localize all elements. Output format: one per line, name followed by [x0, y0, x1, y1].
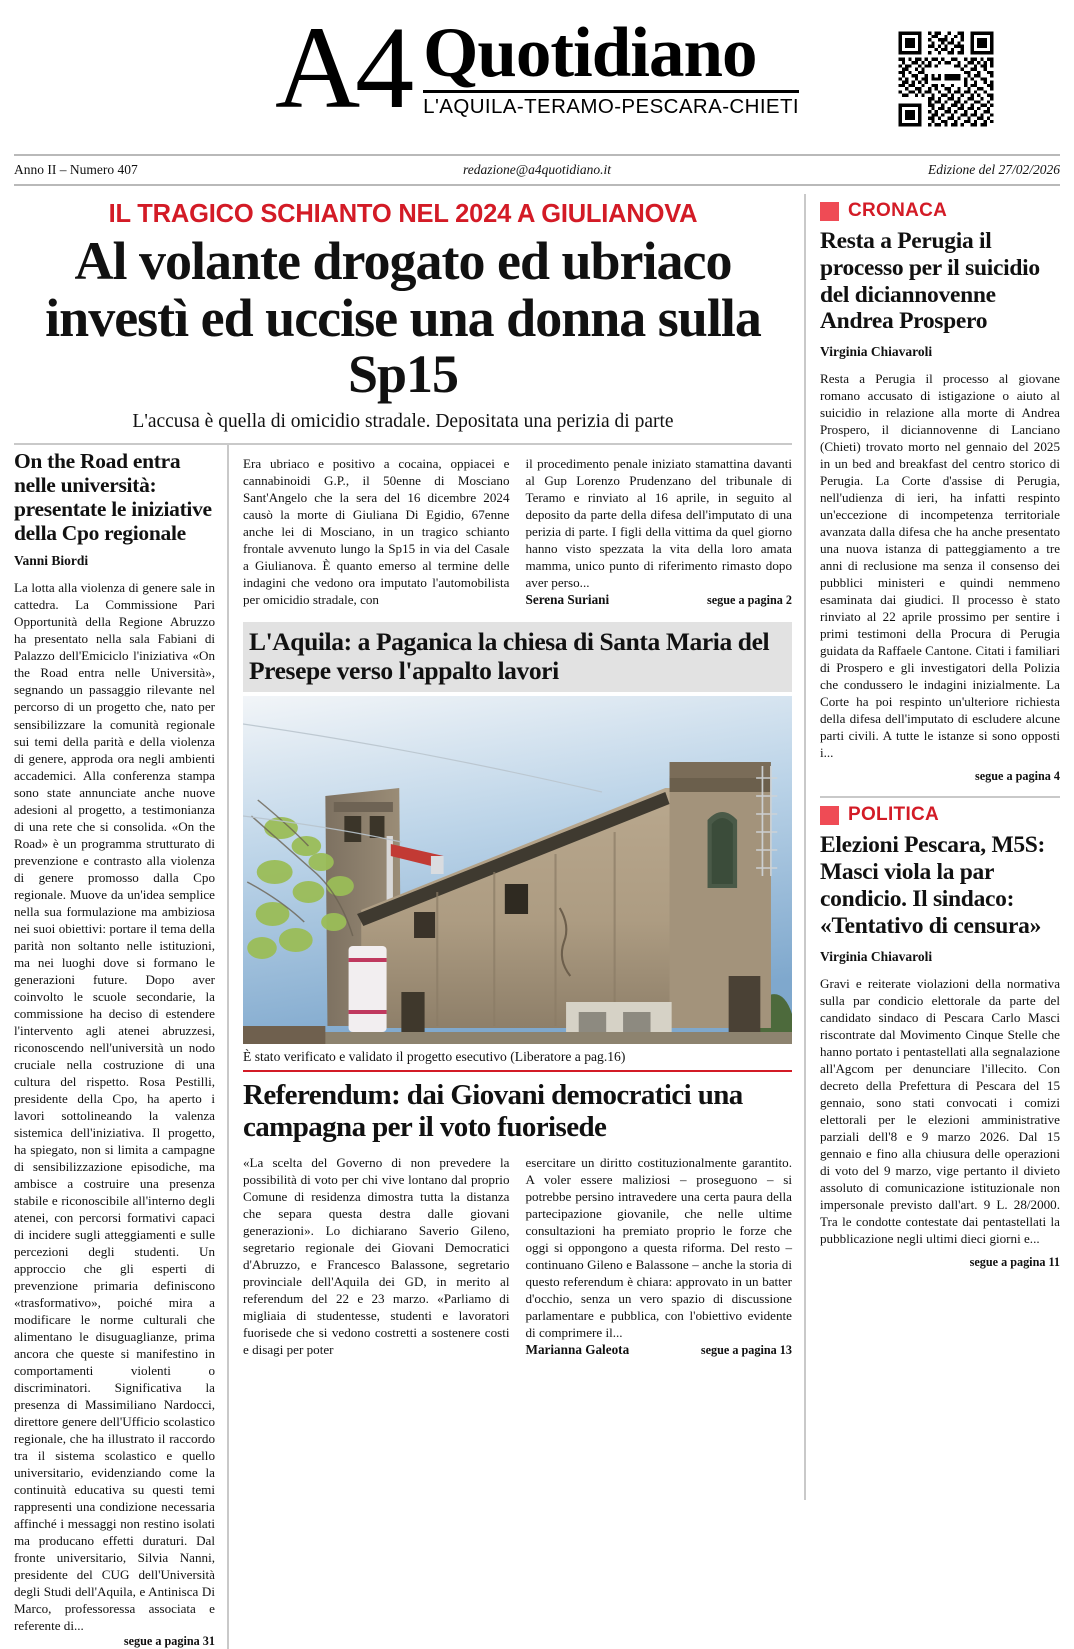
lead-body-column-1 — [243, 455, 510, 608]
photo-article[interactable] — [243, 622, 792, 1070]
sidebar-section-cronaca[interactable] — [820, 200, 1060, 784]
church-photo — [243, 696, 792, 1044]
section-square-icon — [820, 806, 839, 825]
newspaper-logo[interactable] — [274, 2, 800, 133]
referendum-headline[interactable]: Referendum: dai Giovani democratici una campagna per il voto fuorisede — [243, 1079, 743, 1144]
referendum-byline: Marianna Galeota — [525, 1342, 630, 1358]
lead-headline[interactable]: Al volante drogato ed ubriaco investì ed uccise una donna sulla Sp15 — [45, 231, 761, 405]
referendum-body-column-2 — [526, 1154, 793, 1358]
qr-code-icon[interactable] — [892, 25, 1000, 133]
sidebar-section-politica[interactable] — [820, 804, 1060, 1269]
lead-subhead: L'accusa è quella di omicidio stradale. Depositata una perizia di parte — [132, 411, 674, 433]
photo-article-headline[interactable]: L'Aquila: a Paganica la chiesa di Santa Maria del Presepe verso l'appalto lavori — [243, 622, 792, 692]
photo-caption: È stato verificato e validato il progetto esecutivo (Liberatore a pag.16) — [243, 1049, 626, 1065]
section-label-text: POLITICA — [848, 804, 940, 826]
referendum-segue[interactable]: segue a pagina 13 — [700, 1343, 792, 1358]
section-label-cronaca[interactable] — [820, 200, 1060, 222]
info-bar — [14, 154, 1060, 186]
logo-wordmark: Quotidiano — [423, 14, 757, 92]
politica-body: Gravi e reiterate violazioni della normativa sulla par condicio elettorale da parte del candidato sindaco di Pescara Carlo Masci riscontrate dal Movimento Cinque Stelle che hanno portato i pentastellati alla segnalazione all'Agcom per denunciare l'illecito. Con decreto della Prefettura di Pescara del 15 gennaio, sono stati convocati i comizi elettorali per le elezioni amministrative parziali dell'8 e 9 marzo 2026. Dal 15 gennaio e fino alla chiusura delle operazioni di voto del 9 marzo, vige pertanto il divieto assoluto di comunicazione istituzionale non impersonale previsto dall'art. 9 L. 28/2000. Tra le condotte contestate dai pentastellati la pubblicazione negli ultimi dieci giorni e... — [820, 975, 1060, 1246]
left-article-byline: Vanni Biordi — [14, 553, 89, 569]
cronaca-body: Resta a Perugia il processo al giovane romano accusato di istigazione o aiuto al suicidio in relazione alla morte di Andrea Prospero, il diciannovenne di Lanciano (Chieti) trovato morto nel gennaio del 2025 in un bed and breakfast del centro storico di Perugia. La Corte d'assise di Perugia, nell'udienza di ieri, ha infatti respinto un'eccezione di incompetenza territoriale avanzata dalla difesa che ha anche presentato una nuova istanza di patteggiamento a tre anni di reclusione ma senza il consenso dei pubblici ministeri e quindi nemmeno esaminata dai giudici. Il processo è stato rinviato al 22 aprile prossimo per sentire i primi testimoni della Procura di Perugia guidata da Raffaele Cantone. Citati i familiari di Prospero e gli investigatori della Polizia che condussero le indagini inizialmente. La Corte ha poi respinto un'ulteriore richiesta della difesa dell'imputato di escludere alcune parti civili. A tutte le istanze si sono opposti i... — [820, 371, 1060, 761]
referendum-body-column-1 — [243, 1154, 510, 1358]
politica-headline[interactable]: Elezioni Pescara, M5S: Masci viola la par condicio. Il sindaco: «Tentativo di censura» — [820, 832, 1046, 939]
lead-body-text-2: il procedimento penale iniziato stamattina davanti al Gup Lorenzo Prudenzano del tribunale di Teramo e rinviato al 16 aprile, in seguito al deposito da parte della difesa dell'imputato di una perizia di parte. I figli della vittima da quel giorno hanno visto spezzata la vita della loro amata mamma, unico punto di riferimento rimasto dopo aver perso... — [525, 456, 792, 591]
main-column — [14, 194, 804, 1649]
edition-date: Edizione del 27/02/2026 — [928, 162, 1061, 177]
lead-segue[interactable]: segue a pagina 2 — [707, 593, 792, 608]
lead-body-text-1: Era ubriaco e positivo a cocaina, oppiacei e cannabinoidi G.P., il 50enne di Mosciano Sant'Angelo che la sera del 16 dicembre 2024 causò la morte di Giuliana Di Egidio, 67enne anche lei di Mosciano, in un tragico schianto frontale avvenuto lungo la Sp15 in via del Casale a Giulianova. È quanto emerso al termine delle indagini che vedono ora imputato l'automobilista per omicidio stradale, con — [243, 456, 510, 608]
lead-body-column-2 — [526, 455, 793, 608]
divider-red — [243, 1070, 792, 1072]
left-article[interactable] — [14, 445, 229, 1649]
cronaca-headline[interactable]: Resta a Perugia il processo per il suicidio del diciannovenne Andrea Prospero — [820, 228, 1040, 335]
referendum-article[interactable] — [243, 1080, 792, 1358]
politica-segue[interactable]: segue a pagina 11 — [969, 1254, 1060, 1269]
cronaca-segue[interactable]: segue a pagina 4 — [975, 769, 1060, 784]
sidebar-column — [804, 194, 1060, 1500]
left-article-headline[interactable]: On the Road entra nelle università: presentate le iniziative della Cpo regionale — [14, 449, 212, 546]
lead-kicker: IL TRAGICO SCHIANTO NEL 2024 A GIULIANOVA — [108, 200, 698, 228]
sidebar-divider — [820, 796, 1060, 798]
logo-mark: A4 — [274, 2, 410, 133]
politica-byline: Virginia Chiavaroli — [820, 948, 933, 964]
section-square-icon — [820, 202, 839, 221]
left-article-body: La lotta alla violenza di genere sale in cattedra. La Commissione Pari Opportunità della Regione Abruzzo ha presentato nella sala Fabiani di Palazzo dell'Emiciclo l'iniziativa «On the Road entra nelle Università», segnando un passaggio rilevante nel percorso di un progetto che, nato per sensibilizzare la comunità regionale sui temi della parità e della violenza di genere, approda ora negli ambienti accademici. Alla conferenza stampa sono state annunciate anche nuove adesioni al progetto, a testimonianza di una rete che si consolida. «On the Road» è un programma strutturato di prevenzione e contrasto alla violenza di genere promosso dalla Cpo regionale. Muove da un'idea semplice nella sua formulazione ma ambiziosa nei suoi obiettivi: portare il tema della parità non soltanto nelle istituzioni, ma nei luoghi dove si formano le generazioni future. Dopo aver coinvolto le scuole secondarie, la commissione ha deciso di estendere l'intervento agli atenei abruzzesi, riconoscendo nell'università un nodo cruciale nella costruzione di una cultura del rispetto. Rosa Pestilli, presidente della Cpo, ha aperto i lavori sottolineando la valenza sistemica dell'iniziativa. Il progetto, ha spiegato, non si limita a campagne di sensibilizzazione episodiche, ma ambisce a costruire una presenza stabile e riconoscibile all'interno degli atenei, con percorsi formativi capaci di incidere sugli atteggiamenti e sulle percezioni degli studenti. Un approccio che gli esperti di prevenzione primaria definiscono «trasformativo», poiché mira a modificare le norme culturali che alimentano le disuguaglianze, prima ancora che queste si manifestino in comportamenti violenti o discriminatori. Significativa la presenza di Massimiliano Nardocci, direttore genere dell'Ufficio scolastico regionale, che ha illustrato il raccordo tra il sistema scolastico e quello universitario, evidenziando come la continuità educativa su questi temi rappresenti una condizione necessaria affinché i messaggi non restino isolati ma producano effetti duraturi. Dal fronte universitario, Silvia Nanni, presidente del CUG dell'Università degli Studi dell'Aquila, e Antinisca Di Marco, professoressa associata e referente di... — [14, 580, 215, 1634]
section-label-politica[interactable] — [820, 804, 1060, 826]
lead-article[interactable] — [14, 200, 792, 433]
page-grid — [14, 194, 1060, 1649]
masthead — [0, 0, 1074, 150]
section-label-text: CRONACA — [848, 200, 948, 221]
issue-number: Anno II – Numero 407 — [14, 162, 138, 177]
editorial-email[interactable]: redazione@a4quotidiano.it — [462, 162, 612, 177]
referendum-body-text-2: esercitare un diritto costituzionalmente garantito. A voler essere maliziosi – proseguono – si potrebbe persino intravedere una certa paura della partecipazione giovanile, che nelle ultime consultazioni ha premiato proprio le forze che oggi si oppongono a questa riforma. Del resto – continuano Gileno e Balassone – anche la storia di questo referendum è chiara: approvato in un batter d'occhio, senza un vero spazio di discussione parlamentare e pubblica, con l'obiettivo evidente di comprimere il... — [525, 1155, 792, 1341]
cronaca-byline: Virginia Chiavaroli — [820, 344, 933, 360]
masthead-subtitle: L'AQUILA-TERAMO-PESCARA-CHIETI — [423, 95, 800, 119]
left-article-segue[interactable]: segue a pagina 31 — [123, 1634, 215, 1649]
lead-article-body — [243, 455, 792, 608]
center-column — [243, 445, 792, 1649]
lead-byline: Serena Suriani — [525, 592, 610, 608]
referendum-body-text-1: «La scelta del Governo di non prevedere la possibilità di voto per chi vive lontano dal proprio Comune di residenza dimostra tutta la distanza che separa questa destra dalle giovani generazioni». Lo dichiarano Saverio Gileno, segretario regionale dei Giovani Democratici d'Abruzzo, e Francesco Balassone, segretario provinciale dell'Aquila dei GD, in merito al referendum del 22 e 23 marzo. «Parliamo di migliaia di studentesse, studenti e lavoratori fuorisede che si vedono costretti a sostenere costi e disagi per poter — [243, 1155, 510, 1358]
